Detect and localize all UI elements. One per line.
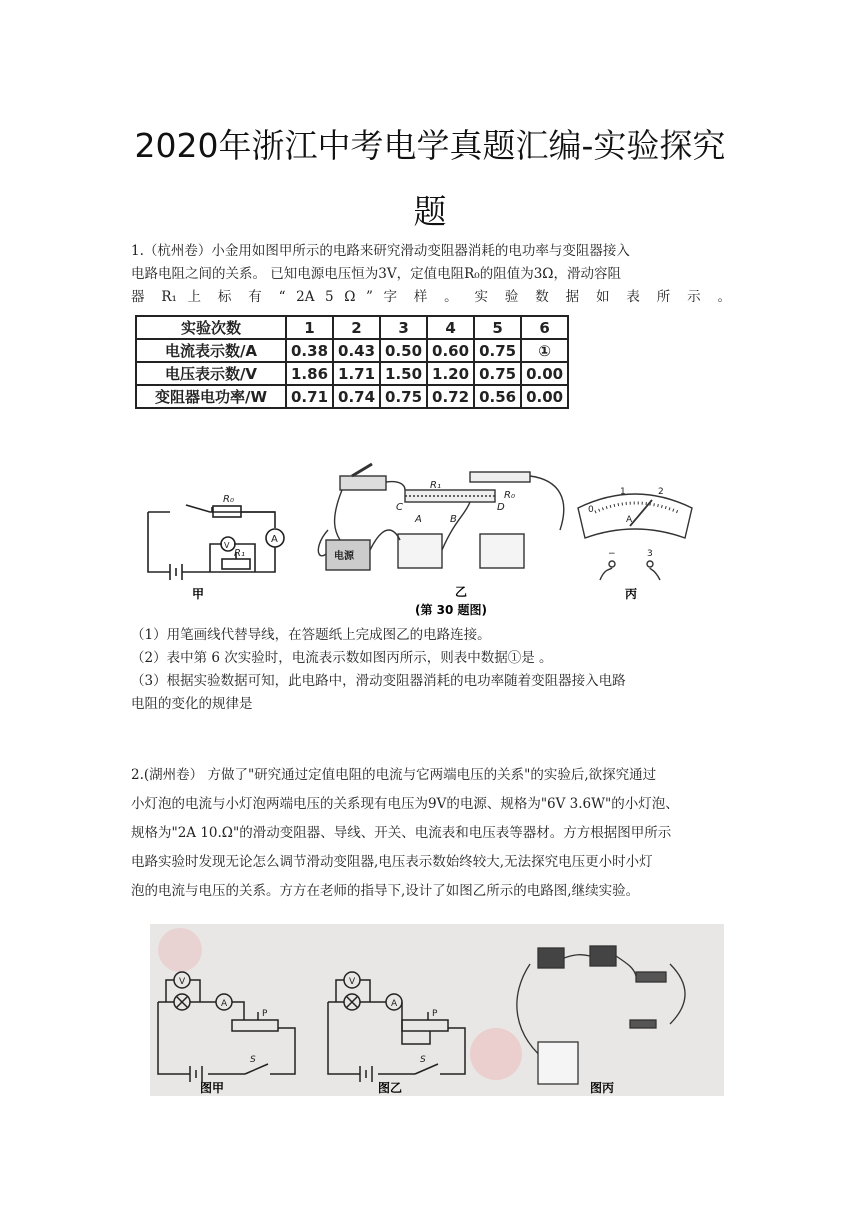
figure-label-bing: 丙 xyxy=(625,587,638,601)
q1-data-table xyxy=(135,315,569,409)
table-cell: 1 xyxy=(286,316,333,339)
meter-minus: − xyxy=(608,549,616,559)
voltmeter-icon xyxy=(398,534,442,568)
wire xyxy=(600,568,660,580)
meter-face-icon xyxy=(578,494,692,538)
q1-sub3-line2: 电阻的变化的规律是 xyxy=(131,696,253,712)
q2-line1: 2.(湖州卷） 方做了"研究通过定值电阻的电流与它两端电压的关系"的实验后,欲探究通过 xyxy=(131,767,657,783)
table-cell: 0.00 xyxy=(521,362,568,385)
q2-circuit-figure xyxy=(150,924,724,1096)
switch-label: S xyxy=(420,1055,426,1065)
terminal-c: C xyxy=(396,502,403,513)
meter-icon xyxy=(590,946,616,966)
q1-sub1: （1）用笔画线代替导线，在答题纸上完成图乙的电路连接。 xyxy=(131,627,491,643)
table-cell: 0.71 xyxy=(286,385,333,408)
meter-scale xyxy=(595,503,678,512)
switch-lever xyxy=(352,464,372,476)
q2-line4: 电路实验时发现无论怎么调节滑动变阻器,电压表示数始终较大,无法探究电压更小时小灯 xyxy=(131,854,653,870)
figure-caption: (第 30 题图) xyxy=(415,603,488,617)
switch-icon xyxy=(630,1020,656,1028)
table-cell: 0.00 xyxy=(521,385,568,408)
table-cell: 1.71 xyxy=(333,362,380,385)
table-row xyxy=(136,385,568,408)
table-cell: 3 xyxy=(380,316,427,339)
page-title-line2: 题 xyxy=(413,192,447,231)
wire xyxy=(530,476,564,530)
table-cell: 0.75 xyxy=(380,385,427,408)
table-cell: 0.75 xyxy=(474,339,521,362)
table-cell: 5 xyxy=(474,316,521,339)
figure-label-bing: 图丙 xyxy=(590,1081,615,1095)
q2-line2: 小灯泡的电流与小灯泡两端电压的关系现有电压为9V的电源、规格为"6V 3.6W"的小灯泡、 xyxy=(131,796,679,812)
table-cell: 0.38 xyxy=(286,339,333,362)
ammeter-label: A xyxy=(391,999,398,1009)
q1-sub3-line1: （3）根据实验数据可知，此电路中，滑动变阻器消耗的电功率随着变阻器接入电路 xyxy=(131,673,626,689)
q1-intro-line3: 器 R₁ 上 标 有 “ 2A 5 Ω ” 字 样 。 实 验 数 据 如 表 所 示 。 xyxy=(131,289,731,305)
wire xyxy=(210,544,255,572)
r0-resistor xyxy=(470,472,530,482)
table-cell: 电流表示数/A xyxy=(136,339,286,362)
figure-label-jia: 图甲 xyxy=(200,1081,225,1095)
meter-tick-0: 0 xyxy=(588,505,594,515)
table-cell: 0.50 xyxy=(380,339,427,362)
table-cell: 1.20 xyxy=(427,362,474,385)
ammeter-icon xyxy=(480,534,524,568)
table-cell: 2 xyxy=(333,316,380,339)
meter-tick-2: 2 xyxy=(658,487,664,497)
r1-label: R₁ xyxy=(430,480,441,491)
battery-icon xyxy=(170,564,182,580)
watermark-logo xyxy=(158,928,202,972)
q1-circuit-figure xyxy=(130,460,730,620)
voltmeter-label: V xyxy=(349,977,356,987)
table-cell: 0.60 xyxy=(427,339,474,362)
switch-icon xyxy=(340,476,386,490)
switch-label: S xyxy=(250,1055,256,1065)
wire xyxy=(386,482,405,490)
page-title-line1: 2020年浙江中考电学真题汇编-实验探究 xyxy=(134,126,726,165)
table-cell: 1.50 xyxy=(380,362,427,385)
meter-needle xyxy=(630,500,652,526)
q2-line5: 泡的电流与电压的关系。方方在老师的指导下,设计了如图乙所示的电路图,继续实验。 xyxy=(131,883,640,899)
wire xyxy=(255,547,275,572)
table-cell: 0.74 xyxy=(333,385,380,408)
wire xyxy=(241,512,275,528)
meter-icon xyxy=(538,948,564,968)
table-cell: 1.86 xyxy=(286,362,333,385)
watermark-logo xyxy=(470,1028,522,1080)
ammeter-label: A xyxy=(221,999,228,1009)
table-cell: 变阻器电功率/W xyxy=(136,385,286,408)
q2-line3: 规格为"2A 10.Ω"的滑动变阻器、导线、开关、电流表和电压表等器材。方方根据图甲所示 xyxy=(131,825,672,841)
figure-label-yi: 图乙 xyxy=(378,1081,403,1095)
table-cell: 4 xyxy=(427,316,474,339)
q1-intro-line2: 电路电阻之间的关系。 已知电源电压恒为3V，定值电阻R₀的阻值为3Ω，滑动容阻 xyxy=(131,266,621,282)
terminal-icon xyxy=(647,561,653,567)
table-row xyxy=(136,362,568,385)
r1-rheostat xyxy=(222,559,250,569)
meter-tick-1: 1 xyxy=(620,487,626,497)
power-label: 电源 xyxy=(334,551,354,562)
table-header-row xyxy=(136,316,568,339)
q1-intro-line1: 1.（杭州卷）小金用如图甲所示的电路来研究滑动变阻器消耗的电功率与变阻器接入 xyxy=(131,243,630,259)
voltmeter-label: V xyxy=(224,541,230,550)
q1-sub2: （2）表中第 6 次实验时，电流表示数如图丙所示，则表中数据①是 。 xyxy=(131,650,553,666)
table-cell: ① xyxy=(521,339,568,362)
slider-label: P xyxy=(262,1009,268,1019)
terminal-b: B xyxy=(450,514,457,525)
terminal-d: D xyxy=(497,502,505,513)
table-cell: 0.56 xyxy=(474,385,521,408)
wire xyxy=(148,512,210,572)
power-supply-icon xyxy=(538,1042,578,1084)
r0-label: R₀ xyxy=(223,494,234,505)
meter-three: 3 xyxy=(647,549,653,559)
table-cell: 电压表示数/V xyxy=(136,362,286,385)
r0-label: R₀ xyxy=(504,490,515,501)
rheostat-icon xyxy=(636,972,666,982)
r1-label: R₁ xyxy=(234,548,245,559)
wire xyxy=(335,490,342,540)
table-cell: 6 xyxy=(521,316,568,339)
wire xyxy=(148,505,275,512)
table-cell: 0.75 xyxy=(474,362,521,385)
terminal-a: A xyxy=(415,514,422,525)
table-row xyxy=(136,339,568,362)
meter-unit: A xyxy=(626,515,633,525)
table-cell: 0.72 xyxy=(427,385,474,408)
figure-label-jia: 甲 xyxy=(192,587,205,601)
table-cell: 0.43 xyxy=(333,339,380,362)
voltmeter-label: V xyxy=(179,977,186,987)
figure-label-yi: 乙 xyxy=(455,585,468,599)
slider-label: P xyxy=(432,1009,438,1019)
terminal-icon xyxy=(609,561,615,567)
table-cell: 实验次数 xyxy=(136,316,286,339)
ammeter-label: A xyxy=(271,534,278,545)
